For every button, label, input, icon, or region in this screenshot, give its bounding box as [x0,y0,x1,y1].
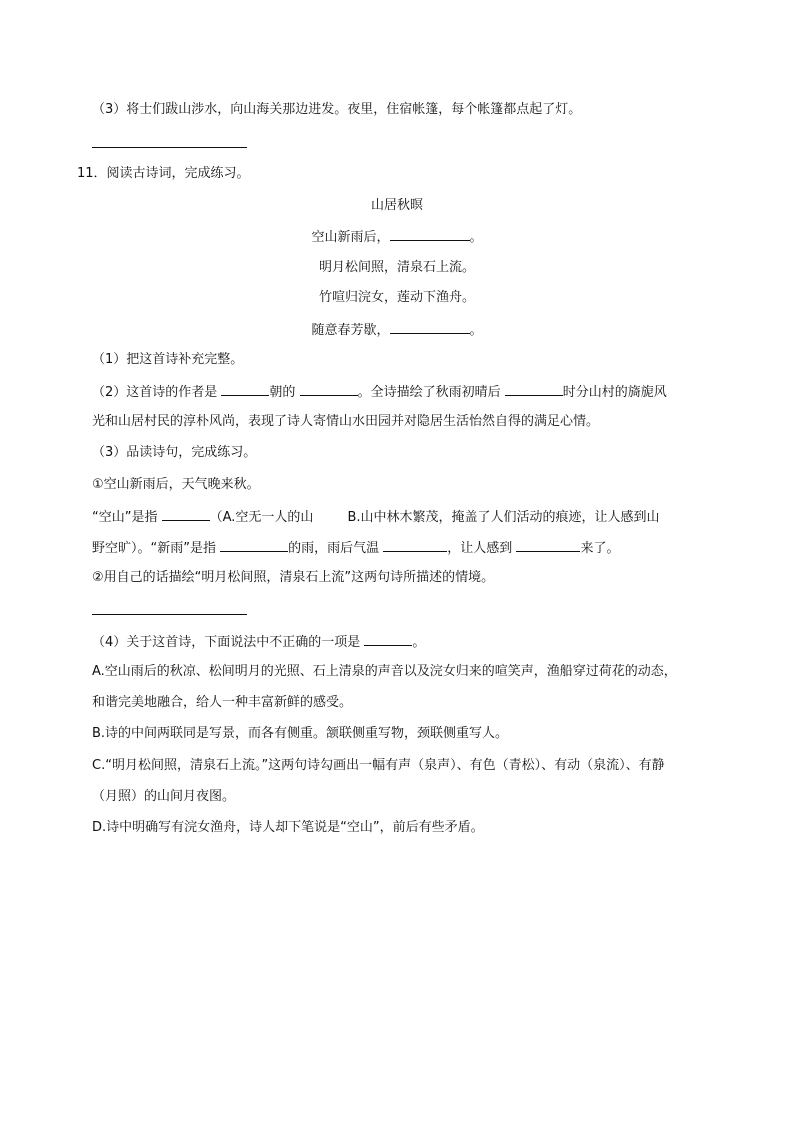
verse-question-line: “空山”是指 （A.空无一人的山 B.山中林木繁茂，掩盖了人们活动的痕迹，让人感到山 [92,507,660,527]
answer-line[interactable] [92,614,247,615]
poem-line-2: 明月松间照，清泉石上流。 [318,260,475,275]
answer-line[interactable] [92,147,247,148]
q10-item3: （3）将士们跋山涉水，向山海关那边进发。夜里，住宿帐篷，每个帐篷都点起了灯。 [92,102,582,117]
option-d: D.诗中明确写有浣女渔舟，诗人却下笔说是“空山”，前后有些矛盾。 [92,820,484,835]
fill-blank[interactable] [390,227,470,241]
option-c-cont: （月照）的山间月夜图。 [92,789,236,804]
option-a: A.空山雨后的秋凉、松间明月的光照、石上清泉的声音以及浣女归来的喧笑声，渔船穿过荷花的动态， [92,664,677,679]
subquestion-1: （1）把这首诗补充完整。 [92,352,244,367]
option-a-cont: 和谐完美地融合，给人一种丰富新鲜的感受。 [92,695,353,710]
question-header: 11．阅读古诗词，完成练习。 [77,166,250,181]
poem-line-1: 空山新雨后， 。 [0,227,794,247]
verse-quote-1: ①空山新雨后，天气晚来秋。 [92,477,260,492]
fill-blank[interactable] [220,538,288,552]
fill-blank[interactable] [516,538,580,552]
fill-blank[interactable] [300,382,358,396]
fill-blank[interactable] [364,632,412,646]
subquestion-3: （3）品读诗句，完成练习。 [92,445,257,460]
fill-blank[interactable] [162,507,210,521]
subquestion-2: （2）这首诗的作者是 朝的 。全诗描绘了秋雨初晴后 时分山村的旖旎风 [92,382,667,402]
fill-blank[interactable] [383,538,447,552]
subquestion-2-cont: 光和山居村民的淳朴风尚，表现了诗人寄情山水田园并对隐居生活怡然自得的满足心情。 [92,414,600,429]
fill-blank[interactable] [505,382,563,396]
poem-line-3: 竹喧归浣女，莲动下渔舟。 [318,290,475,305]
poem-line-4: 随意春芳歇， 。 [0,320,794,340]
poem-title: 山居秋暝 [370,198,423,213]
option-c: C.“明月松间照，清泉石上流。”这两句诗勾画出一幅有声（泉声）、有色（青松）、有动（泉流）、有静 [92,758,665,773]
option-b: B.诗的中间两联同是写景，而各有侧重。颔联侧重写物，颈联侧重写人。 [92,726,509,741]
subquestion-4: （4）关于这首诗，下面说法中不正确的一项是 。 [92,632,425,652]
fill-blank[interactable] [390,320,470,334]
fill-blank[interactable] [221,382,269,396]
verse-quote-2: ②用自己的话描绘“明月松间照，清泉石上流”这两句诗所描述的情境。 [92,570,495,585]
verse-question-line-2: 野空旷）。“新雨”是指 的雨，雨后气温 ，让人感到 来了。 [92,538,619,558]
